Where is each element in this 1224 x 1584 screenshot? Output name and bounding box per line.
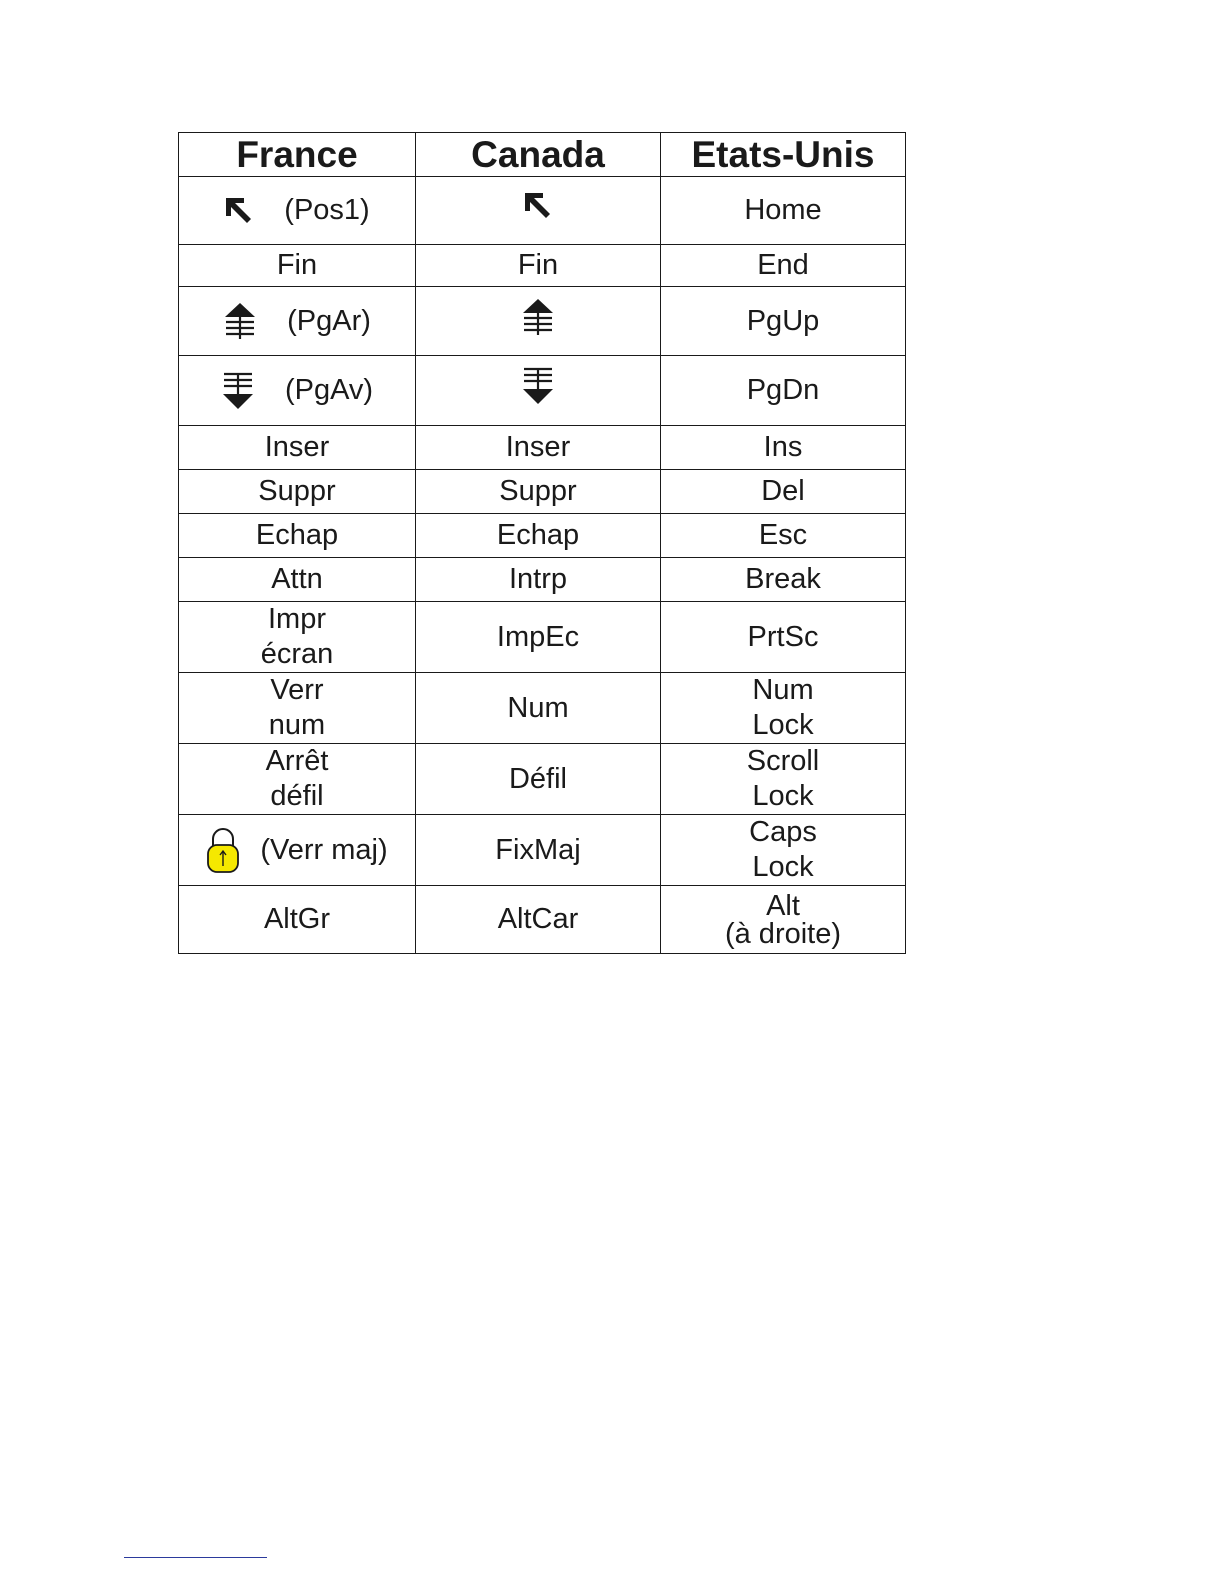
home-arrow-icon [224,196,254,226]
cell-france [179,602,416,673]
cell-canada: Intrp [416,558,661,602]
table-row [179,287,906,356]
cell-text: (Pos1) [284,194,370,226]
cell-us: Esc [661,514,906,558]
cell-line: num [268,709,326,741]
header-canada: Canada [416,133,661,177]
cell-line: écran [260,638,334,670]
table-row [179,356,906,426]
cell-canada: Défil [416,744,661,815]
table-row [179,886,906,954]
cell-line: (à droite) [724,917,842,950]
table-row [179,558,906,602]
cell-france [179,177,416,245]
footnote-separator [124,1557,267,1558]
table-row [179,426,906,470]
cell-us [661,886,906,954]
table-row [179,815,906,886]
table-row [179,245,906,287]
cell-line: Alt [766,889,800,922]
cell-canada [416,287,661,356]
cell-line: Impr [268,603,326,635]
cell-us [661,815,906,886]
table-row [179,602,906,673]
cell-line: Num [752,674,814,706]
cell-line: Lock [752,851,814,883]
cell-canada: Suppr [416,470,661,514]
cell-france: Fin [179,245,416,287]
cell-canada: AltCar [416,886,661,954]
cell-us: End [661,245,906,287]
page-down-icon [521,367,555,405]
cell-france: AltGr [179,886,416,954]
cell-us: Ins [661,426,906,470]
cell-france [179,744,416,815]
cell-canada: FixMaj [416,815,661,886]
keyboard-key-table [178,132,906,954]
cell-canada [416,177,661,245]
cell-france [179,815,416,886]
cell-us: PgUp [661,287,906,356]
header-us: Etats-Unis [661,133,906,177]
cell-france [179,356,416,426]
cell-france: Echap [179,514,416,558]
cell-france [179,287,416,356]
cell-canada: Num [416,673,661,744]
home-arrow-icon [523,191,553,221]
cell-line: Scroll [746,745,820,777]
cell-text: (PgAv) [284,374,374,406]
cell-canada: ImpEc [416,602,661,673]
cell-france: Attn [179,558,416,602]
cell-line: Caps [749,816,817,848]
page-up-icon [521,298,555,336]
cell-france [179,673,416,744]
cell-france: Suppr [179,470,416,514]
cell-us: Home [661,177,906,245]
cell-canada: Inser [416,426,661,470]
page-up-icon [223,302,257,340]
cell-canada: Fin [416,245,661,287]
cell-us: Del [661,470,906,514]
cell-us [661,673,906,744]
cell-us: PgDn [661,356,906,426]
cell-canada [416,356,661,426]
caps-lock-icon [206,826,240,874]
cell-france: Inser [179,426,416,470]
table-row [179,744,906,815]
header-france: France [179,133,416,177]
table-row [179,177,906,245]
cell-us [661,744,906,815]
table-row [179,514,906,558]
table-row [179,470,906,514]
cell-us: Break [661,558,906,602]
cell-us: PrtSc [661,602,906,673]
cell-line: Verr [270,674,324,706]
cell-line: Lock [752,709,814,741]
cell-line: Arrêt [265,745,329,777]
header-row [179,133,906,177]
cell-text: (Verr maj) [260,833,388,866]
cell-text: (PgAr) [287,304,371,337]
page-down-icon [221,372,255,410]
cell-line: défil [270,780,324,812]
cell-canada: Echap [416,514,661,558]
table-row [179,673,906,744]
cell-line: Lock [752,780,814,812]
